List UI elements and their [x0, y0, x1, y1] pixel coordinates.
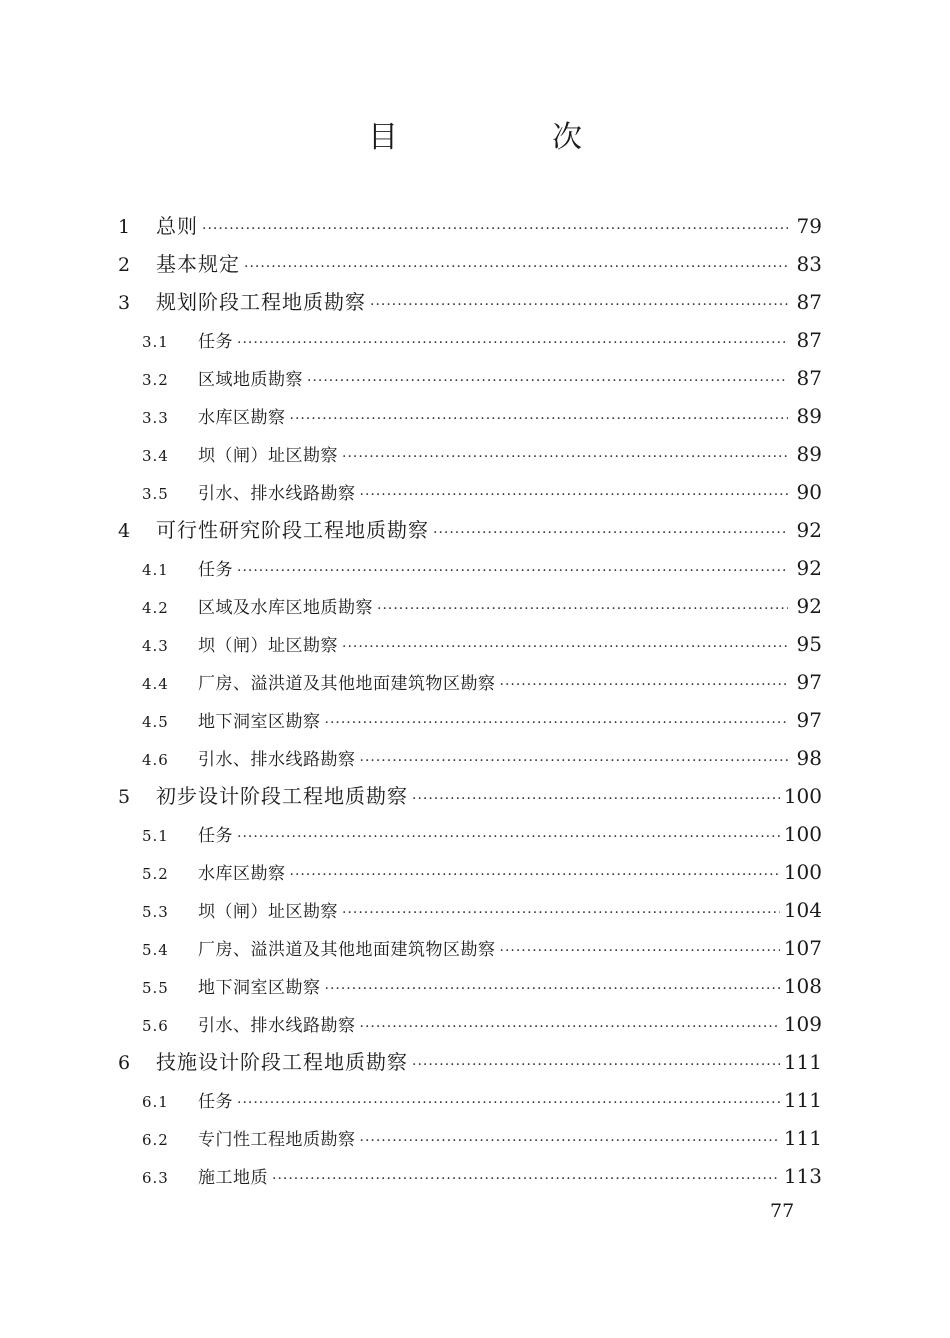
toc-entry-number: 5.4: [142, 941, 169, 959]
dot-leader: [500, 932, 780, 970]
toc-entry-page: 113: [783, 1164, 822, 1188]
toc-section-entry: [118, 739, 822, 777]
toc-entry-page: 89: [796, 404, 822, 428]
toc-entry-number: 4.6: [142, 751, 169, 769]
page-number: 77: [770, 1200, 795, 1222]
toc-section-entry: [118, 435, 822, 473]
toc-entry-page: 83: [796, 252, 822, 276]
toc-section-entry: [118, 397, 822, 435]
dot-leader: [290, 400, 789, 438]
toc-entry-title: 总则: [156, 214, 198, 238]
toc-section-entry: [118, 549, 822, 587]
dot-leader: [244, 248, 788, 286]
toc-section-entry: [118, 473, 822, 511]
dot-leader: [377, 590, 788, 628]
toc-section-entry: [118, 587, 822, 625]
dot-leader: [325, 970, 780, 1008]
toc-entry-number: 5.3: [142, 903, 169, 921]
toc-entry-number: 6.1: [142, 1093, 169, 1111]
dot-leader: [237, 324, 788, 362]
toc-entry-page: 92: [796, 518, 822, 542]
toc-entry-number: 3.3: [142, 409, 169, 427]
toc-entry-number: 6: [118, 1052, 131, 1074]
toc-entry-page: 111: [783, 1126, 822, 1150]
toc-entry-page: 100: [783, 784, 822, 808]
dot-leader: [360, 1122, 780, 1160]
toc-chapter-entry: [118, 511, 822, 549]
toc-entry-page: 87: [796, 290, 822, 314]
toc-entry-title: 施工地质: [198, 1168, 268, 1188]
toc-entry-title: 坝（闸）址区勘察: [198, 902, 338, 922]
toc-entry-number: 3.4: [142, 447, 169, 465]
toc-entry-title: 厂房、溢洪道及其他地面建筑物区勘察: [198, 674, 496, 694]
toc-section-entry: [118, 1119, 822, 1157]
toc-entry-page: 87: [796, 366, 822, 390]
toc-section-entry: [118, 929, 822, 967]
toc-entry-page: 104: [783, 898, 822, 922]
toc-entry-page: 89: [796, 442, 822, 466]
toc-entry-title: 任务: [198, 332, 233, 352]
toc-entry-number: 4.1: [142, 561, 169, 579]
toc-entry-page: 97: [796, 708, 822, 732]
dot-leader: [370, 286, 788, 324]
toc-entry-page: 97: [796, 670, 822, 694]
toc-entry-number: 4.3: [142, 637, 169, 655]
toc-chapter-entry: [118, 283, 822, 321]
toc-section-entry: [118, 663, 822, 701]
dot-leader: [360, 476, 789, 514]
toc-entry-number: 3.2: [142, 371, 169, 389]
dot-leader: [237, 1084, 780, 1122]
toc-entry-number: 5.2: [142, 865, 169, 883]
dot-leader: [272, 1160, 780, 1198]
toc-entry-number: 6.3: [142, 1169, 169, 1187]
toc-entry-title: 任务: [198, 826, 233, 846]
toc-entry-title: 引水、排水线路勘察: [198, 1016, 356, 1036]
toc-chapter-entry: [118, 207, 822, 245]
dot-leader: [290, 856, 780, 894]
toc-entry-title: 区域及水库区地质勘察: [198, 598, 373, 618]
toc-entry-page: 111: [783, 1088, 822, 1112]
dot-leader: [412, 1046, 780, 1084]
dot-leader: [342, 894, 780, 932]
toc-section-entry: [118, 1081, 822, 1119]
toc-entry-page: 90: [796, 480, 822, 504]
toc-entry-title: 初步设计阶段工程地质勘察: [156, 784, 408, 808]
toc-entry-title: 坝（闸）址区勘察: [198, 446, 338, 466]
page-title: 目 次: [368, 120, 644, 155]
toc-entry-title: 引水、排水线路勘察: [198, 484, 356, 504]
toc-entry-title: 区域地质勘察: [198, 370, 303, 390]
toc-entry-number: 1: [118, 216, 131, 238]
toc-section-entry: [118, 967, 822, 1005]
dot-leader: [237, 818, 780, 856]
toc-entry-title: 坝（闸）址区勘察: [198, 636, 338, 656]
toc-section-entry: [118, 891, 822, 929]
toc-entry-page: 87: [796, 328, 822, 352]
toc-entry-page: 100: [783, 822, 822, 846]
toc-entry-number: 2: [118, 254, 131, 276]
dot-leader: [307, 362, 788, 400]
dot-leader: [500, 666, 789, 704]
toc-entry-title: 引水、排水线路勘察: [198, 750, 356, 770]
toc-entry-title: 专门性工程地质勘察: [198, 1130, 356, 1150]
dot-leader: [202, 210, 788, 248]
toc-section-entry: [118, 359, 822, 397]
toc-entry-page: 111: [783, 1050, 822, 1074]
toc-section-entry: [118, 1157, 822, 1195]
toc-entry-number: 5.5: [142, 979, 169, 997]
toc-entry-number: 5.1: [142, 827, 169, 845]
toc-entry-number: 3.1: [142, 333, 169, 351]
dot-leader: [360, 742, 789, 780]
toc-entry-page: 108: [783, 974, 822, 998]
dot-leader: [360, 1008, 780, 1046]
toc-chapter-entry: [118, 777, 822, 815]
toc-entry-page: 92: [796, 556, 822, 580]
toc-entry-number: 4.4: [142, 675, 169, 693]
toc-entry-title: 地下洞室区勘察: [198, 712, 321, 732]
toc-entry-page: 92: [796, 594, 822, 618]
toc-entry-page: 79: [796, 214, 822, 238]
toc-entry-number: 3.5: [142, 485, 169, 503]
toc-entry-page: 95: [796, 632, 822, 656]
table-of-contents: [118, 207, 822, 1195]
dot-leader: [433, 514, 788, 552]
toc-entry-title: 可行性研究阶段工程地质勘察: [156, 518, 429, 542]
toc-entry-page: 109: [783, 1012, 822, 1036]
toc-entry-title: 地下洞室区勘察: [198, 978, 321, 998]
toc-entry-number: 3: [118, 292, 131, 314]
toc-section-entry: [118, 321, 822, 359]
toc-entry-number: 4: [118, 520, 131, 542]
toc-chapter-entry: [118, 1043, 822, 1081]
toc-entry-page: 100: [783, 860, 822, 884]
toc-entry-title: 基本规定: [156, 252, 240, 276]
toc-section-entry: [118, 1005, 822, 1043]
toc-entry-page: 107: [783, 936, 822, 960]
toc-entry-number: 4.5: [142, 713, 169, 731]
dot-leader: [412, 780, 780, 818]
toc-chapter-entry: [118, 245, 822, 283]
toc-section-entry: [118, 815, 822, 853]
toc-entry-title: 任务: [198, 1092, 233, 1112]
toc-entry-number: 4.2: [142, 599, 169, 617]
toc-section-entry: [118, 625, 822, 663]
dot-leader: [342, 628, 788, 666]
toc-entry-page: 98: [796, 746, 822, 770]
toc-entry-title: 任务: [198, 560, 233, 580]
toc-entry-title: 厂房、溢洪道及其他地面建筑物区勘察: [198, 940, 496, 960]
dot-leader: [325, 704, 789, 742]
toc-entry-title: 水库区勘察: [198, 864, 286, 884]
toc-entry-title: 技施设计阶段工程地质勘察: [156, 1050, 408, 1074]
toc-entry-number: 6.2: [142, 1131, 169, 1149]
toc-entry-title: 水库区勘察: [198, 408, 286, 428]
toc-entry-number: 5: [118, 786, 131, 808]
toc-entry-number: 5.6: [142, 1017, 169, 1035]
toc-entry-title: 规划阶段工程地质勘察: [156, 290, 366, 314]
dot-leader: [237, 552, 788, 590]
dot-leader: [342, 438, 788, 476]
toc-section-entry: [118, 853, 822, 891]
toc-section-entry: [118, 701, 822, 739]
